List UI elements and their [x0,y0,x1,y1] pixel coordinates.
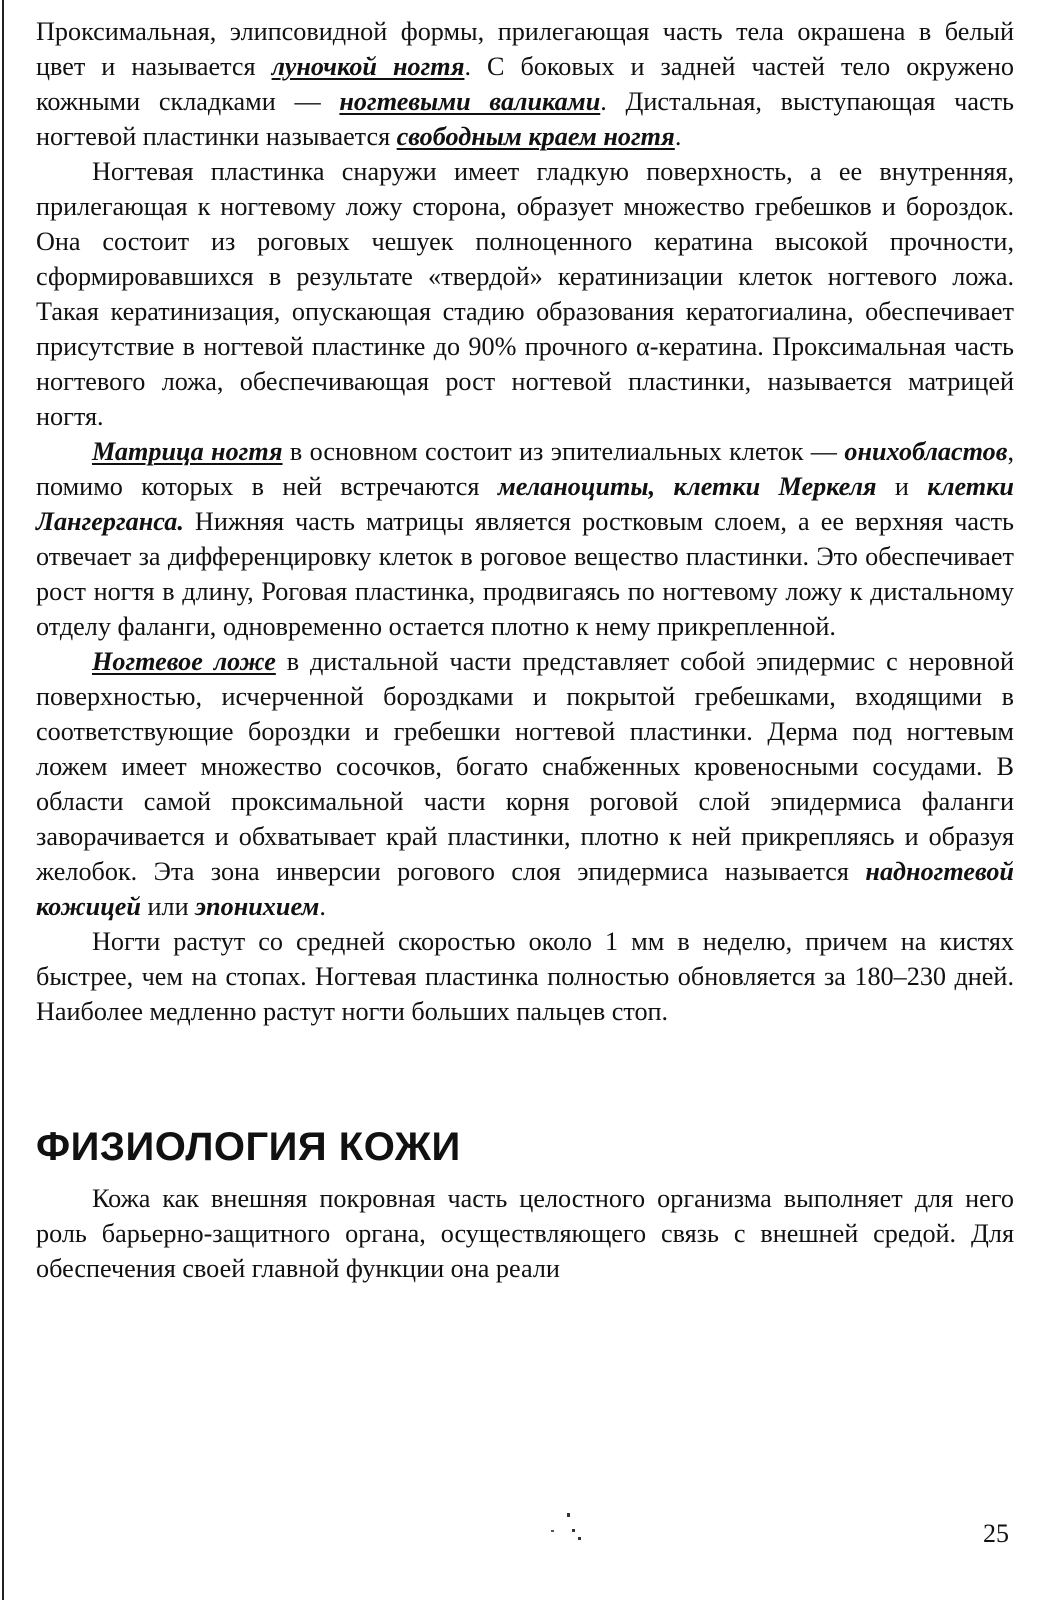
term-eponychium: эпонихием [195,892,320,921]
text-run: Проксимальная, элипсовидной формы, прилегающая часть тела окрашена в белый цвет и называется [36,17,1014,81]
text-run: . [674,122,682,151]
paragraph-nail-bed [36,644,1014,924]
text-run: , помимо которых в ней встречаются [36,437,1015,501]
term-free-edge: свободным краем ногтя [396,122,675,151]
text-run: и [876,472,928,501]
term-nail-folds: ногтевыми валиками [339,87,601,116]
document-page [36,14,1014,1286]
term-lunula: луночкой ногтя [271,52,465,81]
term-nail-matrix: Матрица ногтя [92,437,283,466]
term-onychoblasts: онихобластов [844,437,1008,466]
page-number: 25 [983,1519,1009,1548]
paragraph-nail-matrix [36,434,1014,644]
term-langerhans-cells: клетки Лангерганса. [36,472,1014,536]
paragraph-nail-growth: Ногти растут со средней скоростью около 1 мм в неделю, причем на кистях быстрее, чем на стопах. Ногтевая пластинка полностью обновляется за 180–230 дней. Наиболее медленно растут ногти больших пальцев стоп. [36,927,1014,1026]
text-run: или [140,892,196,921]
paragraph-nail-lunula [36,14,1014,154]
text-run: . [319,892,326,921]
page-left-border [2,0,4,1600]
paragraph-nail-plate: Ногтевая пластинка снаружи имеет гладкую поверхность, а ее внутренняя, прилегающая к ногтевому ложу сторона, образует множество гребешков и бороздок. Она состоит из роговых чешуек полноценного кератина высокой прочности, сформировавшихся в результате «твердой» кератинизации клеток ногтевого ложа. Такая кератинизация, опускающая стадию образования кератогиалина, обеспечивает присутствие в ногтевой пластинке до 90% прочного α-кератина. Проксимальная часть ногтевого ложа, обеспечивающая рост ногтевой пластинки, называется матрицей ногтя. [36,157,1014,431]
text-run: Нижняя часть матрицы является ростковым слоем, а ее верхняя часть отвечает за дифференцировку клеток в роговое вещество пластинки. Это обеспечивает рост ногтя в длину, Роговая пластинка, продвигаясь по ногтевому ложу к дистальному отделу фаланги, одновременно остается плотно к нему прикрепленной. [36,507,1014,641]
scan-speck [578,1537,581,1540]
scan-speck [567,1513,570,1517]
paragraph-skin-physiology: Кожа как внешняя покровная часть целостного организма выполняет для него роль барьерно-защитного органа, осуществляющего связь с внешней средой. Для обеспечения своей главной функции она реали [36,1184,1014,1283]
text-run: в основном состоит из эпителиальных клеток — [282,437,845,466]
text-run: . Дистальная, выступающая часть ногтевой пластинки называется [36,87,1014,151]
term-nail-bed: Ногтевое ложе [92,647,276,676]
scan-speck [551,1530,554,1532]
section-heading: ФИЗИОЛОГИЯ КОЖИ [36,1125,461,1169]
term-cuticle: надногтевой кожицей [36,857,1014,921]
scan-speck [572,1529,575,1532]
term-melanocytes: меланоциты, клетки Меркеля [497,472,877,501]
text-run: в дистальной части представляет собой эпидермис с неровной поверхностью, исчерченной бороздками и покрытой гребешками, входящими в соответствующие бороздки и гребешки ногтевой пластинки. Дерма под ногтевым ложем имеет множество сосочков, богато снабженных кровеносными сосудами. В области самой проксимальной части корня роговой слой эпидермиса фаланги заворачивается и обхватывает край пластинки, плотно к ней прикрепляясь и образуя желобок. Эта зона инверсии рогового слоя эпидермиса называется [36,647,1014,886]
text-run: . С боковых и задней частей тело окружено кожными складками — [36,52,1014,116]
